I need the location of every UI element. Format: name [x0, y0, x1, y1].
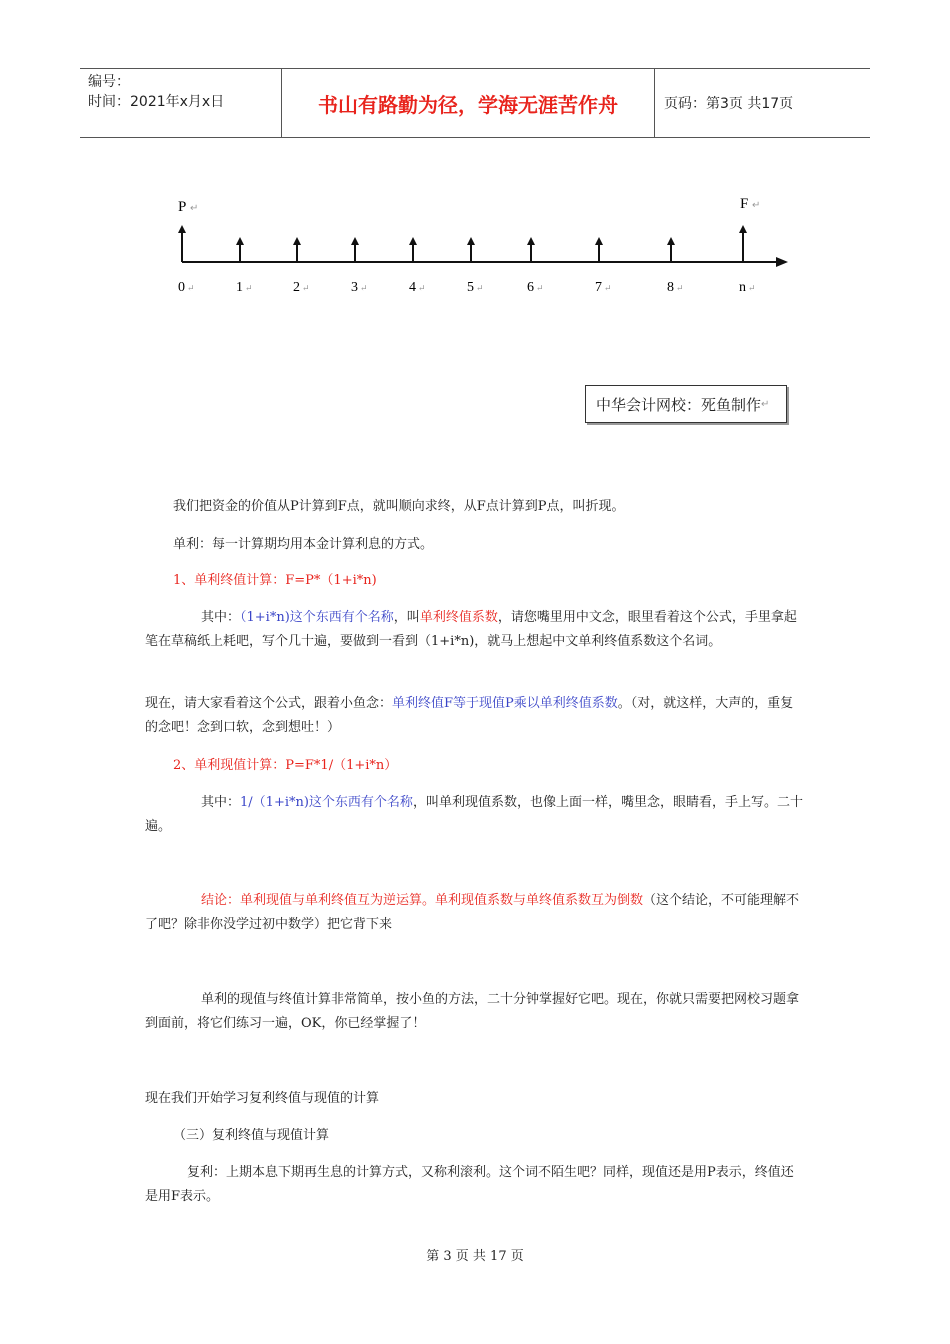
f-label: F [740, 196, 749, 212]
paragraph-5 [145, 791, 805, 839]
paragraph-7: 单利的现值与终值计算非常简单，按小鱼的方法，二十分钟掌握好它吧。现在，你就只需要把网校习题拿到面前，将它们练习一遍，OK，你已经掌握了！ [145, 992, 800, 1031]
period-label-3: 3 [351, 280, 358, 295]
paragraph-8: 现在我们开始学习复利终值与现值的计算 [145, 1091, 380, 1106]
period-label-8: 8 [667, 280, 674, 295]
heading-simple-future-value: 1、单利终值计算：F=P*（1+i*n) [173, 573, 377, 588]
period-label-6: 6 [527, 280, 534, 295]
conclusion-text-a: 结论：单利现值与单利终值互为逆运算。单利现值系数与单终值系数互为倒数 [201, 893, 644, 908]
date-label: 时间：2021年x月x日 [88, 94, 225, 110]
timeline-arrow-head [776, 257, 788, 267]
cash-flow-arrow-head-6 [527, 237, 535, 245]
return-mark: ↵ [245, 284, 253, 294]
header-motto: 书山有路勤为径，学海无涯苦作舟 [282, 69, 655, 137]
heading-compound-interest: （三）复利终值与现值计算 [173, 1128, 330, 1143]
cash-flow-arrow-head-7 [595, 237, 603, 245]
return-mark: ↵ [302, 284, 310, 294]
paragraph-2: 单利：每一计算期均用本金计算利息的方式。 [173, 537, 434, 552]
header-meta [80, 69, 282, 137]
paragraph-3 [145, 606, 805, 654]
p4-text-a: 现在，请大家看着这个公式，跟着小鱼念： [145, 696, 393, 711]
cash-flow-arrow-head-0 [178, 225, 186, 233]
cash-flow-arrow-head-4 [409, 237, 417, 245]
period-label-5: 5 [467, 280, 474, 295]
return-mark: ↵ [536, 284, 544, 294]
header-page-label: 页码：第3页 共17页 [664, 96, 794, 112]
paragraph-1: 我们把资金的价值从P计算到F点，就叫顺向求终，从F点计算到P点，叫折现。 [173, 499, 625, 514]
period-label-1: 1 [236, 280, 243, 295]
p-label: P [178, 199, 187, 215]
paragraph-10: 复利：上期本息下期再生息的计算方式，又称利滚利。这个词不陌生吧？同样，现值还是用P表示，终值还是用F表示。 [145, 1165, 794, 1204]
p3-text-c: ，叫 [393, 610, 420, 625]
p-label-return: ↵ [190, 203, 199, 214]
return-mark: ↵ [418, 284, 426, 294]
period-label-0: 0 [178, 280, 185, 295]
credit-badge-text: 中华会计网校：死鱼制作 [596, 395, 762, 414]
cash-flow-arrow-head-8 [667, 237, 675, 245]
return-mark: ↵ [187, 284, 195, 294]
paragraph-conclusion [145, 889, 805, 937]
return-mark: ↵ [761, 398, 770, 410]
p4-text-c: 。（对，就这样，大声的，重复的念吧！念到口软，念到想吐！） [145, 696, 794, 735]
p3-text-e: ，请您嘴里用中文念，眼里看着这个公式，手里拿起笔在草稿纸上耗吧，写个几十遍，要做到一看到（1+i*n)，就马上想起中文单利终值系数这个名词。 [145, 610, 797, 649]
p3-text-a: 其中： [201, 610, 241, 625]
return-mark: ↵ [676, 284, 684, 294]
return-mark: ↵ [476, 284, 484, 294]
cash-flow-arrow-head-2 [293, 237, 301, 245]
credit-badge [585, 385, 787, 423]
cash-flow-arrow-head-1 [236, 237, 244, 245]
document-header [80, 68, 870, 138]
p4-text-b: 单利终值F等于现值P乘以单利终值系数 [392, 696, 618, 711]
cash-flow-arrow-head-n [739, 225, 747, 233]
p5-text-c: ，叫单利现值系数，也像上面一样，嘴里念，眼睛看，手上写。二十遍。 [145, 795, 803, 834]
p5-text-a: 其中： [201, 795, 241, 810]
p3-text-b: （1+i*n)这个东西有个名称 [240, 610, 394, 625]
number-label: 编号： [88, 74, 130, 90]
cash-flow-arrow-head-5 [467, 237, 475, 245]
conclusion-text-b: （这个结论，不可能理解不了吧？除非你没学过初中数学）把它背下来 [145, 893, 800, 932]
period-label-4: 4 [409, 280, 416, 295]
period-label-2: 2 [293, 280, 300, 295]
return-mark: ↵ [360, 284, 368, 294]
f-label-return: ↵ [752, 200, 761, 211]
period-label-7: 7 [595, 280, 602, 295]
period-label-n: n [739, 280, 746, 295]
page-footer: 第 3 页 共 17 页 [426, 1249, 524, 1264]
paragraph-4 [145, 692, 805, 740]
p3-text-d: 单利终值系数 [419, 610, 498, 625]
heading-simple-present-value: 2、单利现值计算：P=F*1/（1+i*n） [173, 758, 398, 773]
return-mark: ↵ [748, 284, 756, 294]
cash-flow-arrow-head-3 [351, 237, 359, 245]
return-mark: ↵ [604, 284, 612, 294]
p5-text-b: 1/（1+i*n)这个东西有个名称 [240, 795, 413, 810]
cash-flow-timeline [160, 185, 800, 305]
